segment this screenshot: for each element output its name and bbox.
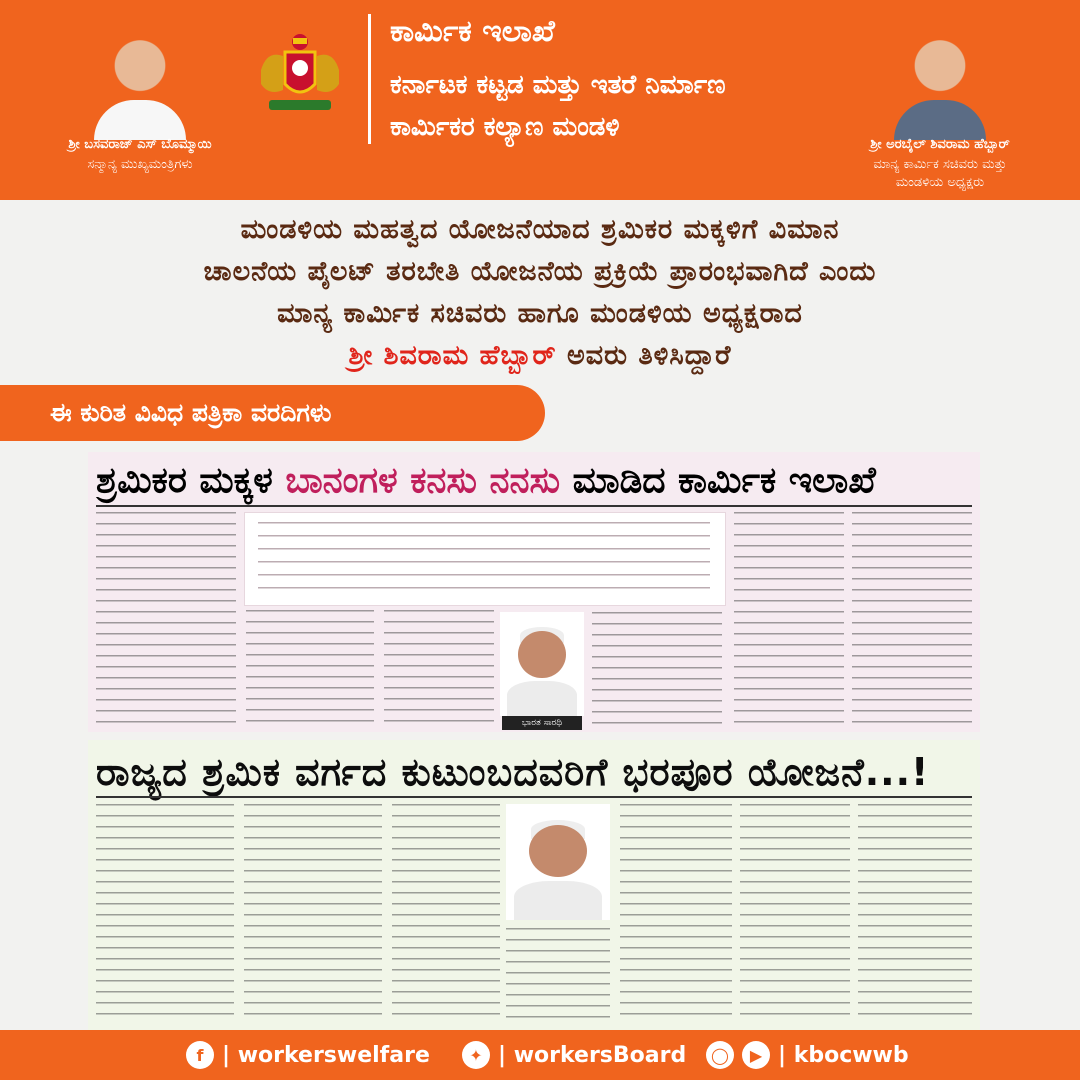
clipping2-text-column (96, 804, 234, 1024)
state-emblem-icon (255, 30, 345, 120)
minister-clipping-photo-1 (500, 612, 584, 716)
right-person-title-line2: ಮಂಡಳಿಯ ಅಧ್ಯಕ್ಷರು (895, 175, 985, 190)
headline-line4-rest: ಅವರು ತಿಳಿಸಿದ್ದಾರೆ (556, 340, 732, 371)
clipping2-rule (96, 796, 972, 798)
clipping1-text-column (384, 610, 494, 724)
clipping2-text-column (244, 804, 382, 1024)
clipping1-text-column (592, 612, 722, 724)
twitter-handle: | workersBoard (498, 1042, 687, 1068)
clipping2-text-column (506, 928, 610, 1024)
headline-line4 (40, 340, 1040, 372)
left-person-name: ಶ್ರೀ ಬಸವರಾಜ್ ಎಸ್ ಬೊಮ್ಮಾಯಿ (68, 137, 212, 152)
facebook-icon: f (186, 1041, 214, 1069)
headline-line3: ಮಾನ್ಯ ಕಾರ್ಮಿಕ ಸಚಿವರು ಹಾಗೂ ಮಂಡಳಿಯ ಅಧ್ಯಕ್ಷರಾದ (277, 298, 803, 329)
clipping2-text-column (620, 804, 732, 1024)
minister-photo (880, 20, 1000, 140)
facebook-link[interactable] (186, 1040, 430, 1070)
clipping1-text-column (96, 512, 236, 724)
board-name-line2: ಕಾರ್ಮಿಕರ ಕಲ್ಯಾಣ ಮಂಡಳಿ (390, 112, 620, 142)
clipping1-text-column (734, 512, 844, 724)
header-divider (368, 14, 371, 144)
right-person-name: ಶ್ರೀ ಅರಬೈಲ್ ಶಿವರಾಮ ಹೆಬ್ಬಾರ್ (870, 137, 1010, 152)
clipping1-rule (96, 505, 972, 507)
clipping2-title: ರಾಜ್ಯದ ಶ್ರಮಿಕ ವರ್ಗದ ಕುಟುಂಬದವರಿಗೆ ಭರಪೂರ ಯೋಜನೆ...! (96, 750, 930, 794)
headline-line1: ಮಂಡಳಿಯ ಮಹತ್ವದ ಯೋಜನೆಯಾದ ಶ್ರಮಿಕರ ಮಕ್ಕಳಿಗೆ ವಿಮಾನ (240, 214, 840, 245)
clipping1-photo-caption: ಭಾರತ ಸಾರಥಿ (502, 716, 582, 730)
clipping1-callout-text (258, 522, 710, 596)
kbocwwb-handle: | kbocwwb (778, 1042, 909, 1068)
facebook-handle: | workerswelfare (222, 1042, 430, 1068)
board-name-line1: ಕರ್ನಾಟಕ ಕಟ್ಟಡ ಮತ್ತು ಇತರೆ ನಿರ್ಮಾಣ (390, 70, 726, 100)
clipping1-text-column (246, 610, 374, 724)
instagram-icon: ◯ (706, 1041, 734, 1069)
headline-highlight-name: ಶ್ರೀ ಶಿವರಾಮ ಹೆಬ್ಬಾರ್ (348, 340, 557, 371)
chief-minister-photo (80, 20, 200, 140)
clipping2-text-column (392, 804, 500, 1024)
subtitle-text: ಈ ಕುರಿತ ವಿವಿಧ ಪತ್ರಿಕಾ ವರದಿಗಳು (50, 398, 332, 427)
youtube-icon: ▶ (742, 1041, 770, 1069)
instagram-youtube-link[interactable] (706, 1040, 909, 1070)
clipping1-title-part1: ಶ್ರಮಿಕರ ಮಕ್ಕಳ (96, 460, 286, 501)
minister-clipping-photo-2 (506, 804, 610, 920)
twitter-icon: ✦ (462, 1041, 490, 1069)
clipping1-title-highlight: ಬಾನಂಗಳ ಕನಸು ನನಸು (285, 460, 561, 501)
clipping2-text-column (858, 804, 972, 1024)
headline-line2: ಚಾಲನೆಯ ಪೈಲಟ್ ತರಬೇತಿ ಯೋಜನೆಯ ಪ್ರಕ್ರಿಯೆ ಪ್ರಾರಂಭವಾಗಿದೆ ಎಂದು (203, 256, 877, 287)
clipping2-text-column (740, 804, 850, 1024)
clipping1-title (96, 460, 876, 502)
clipping1-text-column (852, 512, 972, 724)
twitter-link[interactable] (462, 1040, 686, 1070)
clipping1-title-part2: ಮಾಡಿದ ಕಾರ್ಮಿಕ ಇಲಾಖೆ (560, 460, 876, 501)
department-title: ಕಾರ್ಮಿಕ ಇಲಾಖೆ (390, 14, 555, 49)
right-person-title-line1: ಮಾನ್ಯ ಕಾರ್ಮಿಕ ಸಚಿವರು ಮತ್ತು (873, 157, 1007, 172)
left-person-title: ಸನ್ಮಾನ್ಯ ಮುಖ್ಯಮಂತ್ರಿಗಳು (87, 157, 193, 172)
